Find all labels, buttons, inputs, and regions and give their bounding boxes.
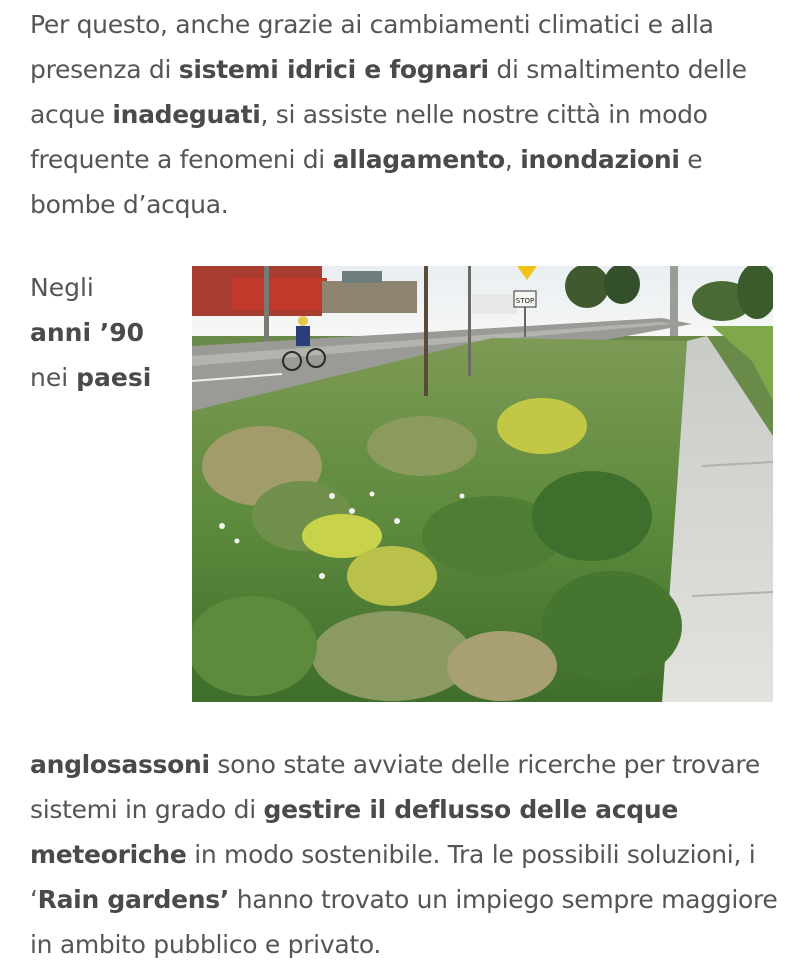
bold-segment: Rain gardens’ <box>37 885 230 914</box>
text-segment: hanno trovato un impiego sempre maggiore in ambito pubblico e privato. <box>30 885 778 959</box>
rain-garden-illustration <box>192 266 773 702</box>
bold-segment: gestire il deflusso delle acque meteoriche <box>30 795 679 869</box>
text-segment: nei <box>30 363 77 392</box>
text-segment: Per questo, anche grazie ai cambiamenti climatici e alla presenza di <box>30 10 714 84</box>
bold-segment: inadeguati <box>112 100 261 129</box>
side-text <box>30 265 180 400</box>
bold-segment: inondazioni <box>520 145 680 174</box>
text-segment: e bombe d’acqua. <box>30 145 703 219</box>
text-segment: sono state avviate delle ricerche per trovare sistemi in grado di <box>30 750 760 824</box>
bold-segment: anni ’90 <box>30 318 145 347</box>
bold-segment: allagamento <box>332 145 505 174</box>
text-segment: , si assiste nelle nostre città in modo frequente a fenomeni di <box>30 100 708 174</box>
text-segment: di smaltimento delle acque <box>30 55 747 129</box>
bold-segment: sistemi idrici e fognari <box>178 55 489 84</box>
text-segment: Negli <box>30 273 94 302</box>
text-segment: in modo sostenibile. Tra le possibili soluzioni, i ‘ <box>30 840 756 914</box>
text-segment: , <box>504 145 521 174</box>
rain-garden-photo <box>192 266 773 702</box>
intro-paragraph <box>30 2 790 227</box>
closing-paragraph <box>30 742 790 967</box>
sign-text: STOP <box>515 297 535 305</box>
bold-segment: anglosassoni <box>30 750 210 779</box>
bold-segment: paesi <box>76 363 152 392</box>
